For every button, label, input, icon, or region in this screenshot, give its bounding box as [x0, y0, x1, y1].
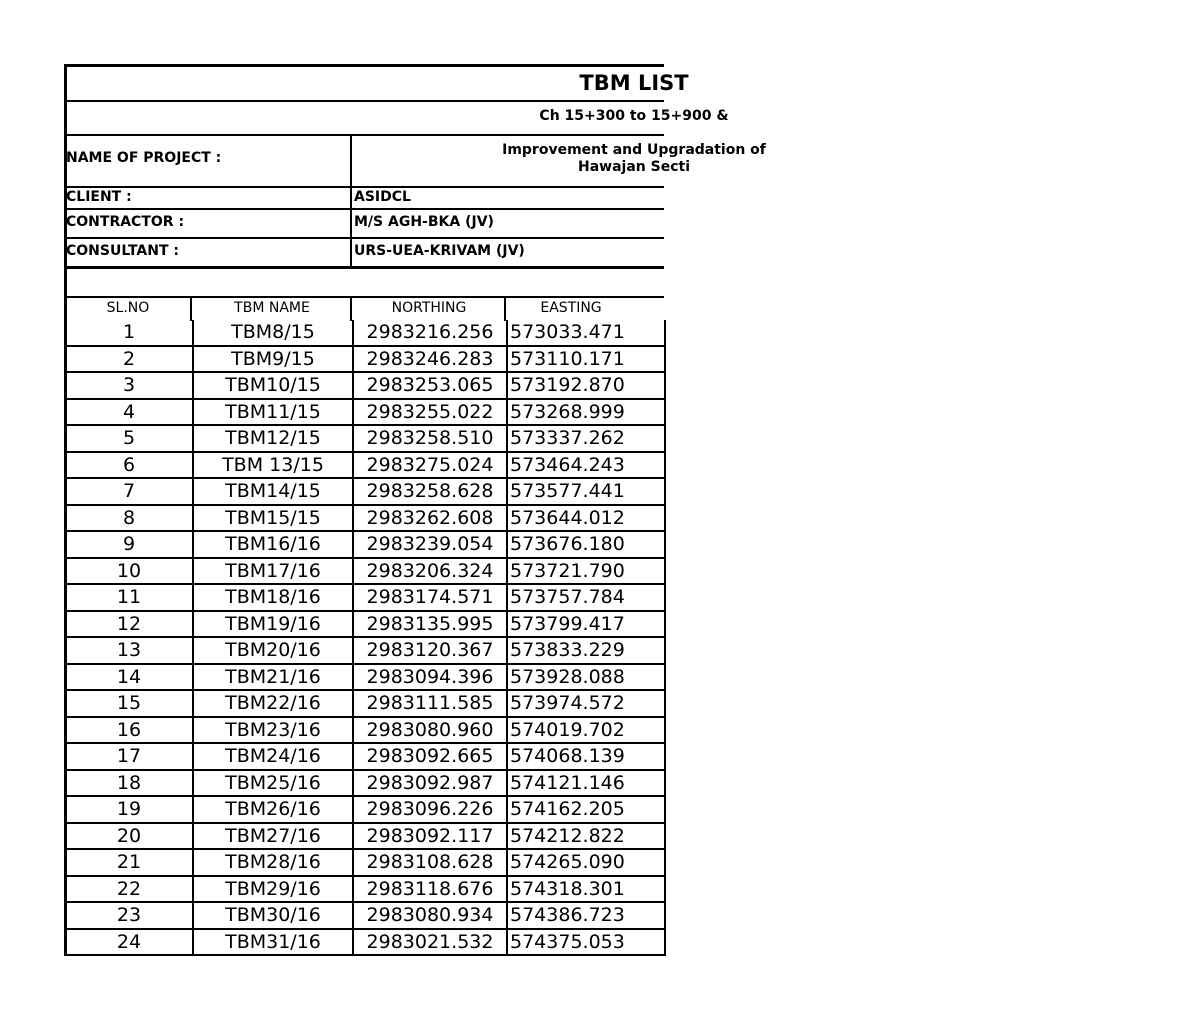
tbm-name-cell: TBM23/16: [193, 717, 353, 744]
sl-no-cell: 15: [65, 690, 193, 717]
sl-no-cell: 23: [65, 902, 193, 929]
northing-cell: 2983258.628: [353, 478, 507, 505]
northing-cell: 2983275.024: [353, 452, 507, 479]
contractor-value: M/S AGH-BKA (JV): [354, 214, 494, 230]
tbm-name-cell: TBM10/15: [193, 372, 353, 399]
northing-cell: 2983255.022: [353, 399, 507, 426]
sl-no-cell: 22: [65, 876, 193, 903]
northing-cell: 2983108.628: [353, 849, 507, 876]
header-sl-no: SL.NO: [106, 300, 150, 316]
sl-no-cell: 20: [65, 823, 193, 850]
tbm-name-cell: TBM20/16: [193, 637, 353, 664]
tbm-name-cell: TBM16/16: [193, 531, 353, 558]
table-row: [65, 531, 665, 558]
table-row: [65, 902, 665, 929]
easting-cell: 574265.090: [507, 849, 665, 876]
table-row: [65, 399, 665, 426]
project-value-line2: Hawajan Secti: [578, 159, 690, 175]
rule-client-bottom: [64, 208, 664, 210]
tbm-name-cell: TBM18/16: [193, 584, 353, 611]
rule-contractor-bottom: [64, 237, 664, 239]
northing-cell: 2983135.995: [353, 611, 507, 638]
table-row: [65, 452, 665, 479]
easting-cell: 573833.229: [507, 637, 665, 664]
northing-cell: 2983092.117: [353, 823, 507, 850]
tbm-name-cell: TBM31/16: [193, 929, 353, 956]
northing-cell: 2983120.367: [353, 637, 507, 664]
sl-no-cell: 14: [65, 664, 193, 691]
easting-cell: 574068.139: [507, 743, 665, 770]
tbm-list-sheet: [64, 64, 766, 956]
easting-cell: 574121.146: [507, 770, 665, 797]
sl-no-cell: 4: [65, 399, 193, 426]
tbm-name-cell: TBM27/16: [193, 823, 353, 850]
table-row: [65, 690, 665, 717]
sl-no-cell: 1: [65, 320, 193, 346]
table-row: [65, 796, 665, 823]
rule-project-bottom: [64, 186, 664, 188]
easting-cell: 573644.012: [507, 505, 665, 532]
table-row: [65, 584, 665, 611]
rule-title-bottom: [64, 100, 664, 102]
easting-cell: 573033.471: [507, 320, 665, 346]
northing-cell: 2983021.532: [353, 929, 507, 956]
table-row: [65, 743, 665, 770]
table-row: [65, 664, 665, 691]
table-row: [65, 876, 665, 903]
table-row: [65, 478, 665, 505]
northing-cell: 2983096.226: [353, 796, 507, 823]
sl-no-cell: 21: [65, 849, 193, 876]
table-row: [65, 505, 665, 532]
client-label: CLIENT :: [66, 189, 132, 205]
rule-subtitle-bottom: [64, 134, 664, 136]
northing-cell: 2983216.256: [353, 320, 507, 346]
easting-cell: 573268.999: [507, 399, 665, 426]
tbm-name-cell: TBM 13/15: [193, 452, 353, 479]
project-value-line1: Improvement and Upgradation of: [502, 142, 766, 158]
consultant-label: CONSULTANT :: [66, 243, 179, 259]
table-row: [65, 717, 665, 744]
northing-cell: 2983094.396: [353, 664, 507, 691]
easting-cell: 573676.180: [507, 531, 665, 558]
client-value: ASIDCL: [354, 189, 411, 205]
sl-no-cell: 24: [65, 929, 193, 956]
tbm-name-cell: TBM26/16: [193, 796, 353, 823]
rule-info-divider: [350, 134, 352, 268]
sl-no-cell: 18: [65, 770, 193, 797]
table-row: [65, 637, 665, 664]
northing-cell: 2983092.665: [353, 743, 507, 770]
tbm-name-cell: TBM24/16: [193, 743, 353, 770]
sl-no-cell: 17: [65, 743, 193, 770]
table-row: [65, 372, 665, 399]
sl-no-cell: 6: [65, 452, 193, 479]
sl-no-cell: 5: [65, 425, 193, 452]
northing-cell: 2983253.065: [353, 372, 507, 399]
northing-cell: 2983258.510: [353, 425, 507, 452]
easting-cell: 573799.417: [507, 611, 665, 638]
tbm-name-cell: TBM8/15: [193, 320, 353, 346]
northing-cell: 2983092.987: [353, 770, 507, 797]
tbm-name-cell: TBM19/16: [193, 611, 353, 638]
sheet-title: TBM LIST: [579, 71, 689, 95]
table-row: [65, 823, 665, 850]
easting-cell: 573974.572: [507, 690, 665, 717]
table-row: [65, 346, 665, 373]
sl-no-cell: 13: [65, 637, 193, 664]
table-row: [65, 611, 665, 638]
easting-cell: 573577.441: [507, 478, 665, 505]
northing-cell: 2983080.934: [353, 902, 507, 929]
northing-cell: 2983262.608: [353, 505, 507, 532]
tbm-name-cell: TBM21/16: [193, 664, 353, 691]
header-tbm-name: TBM NAME: [234, 300, 310, 316]
contractor-label: CONTRACTOR :: [66, 214, 185, 230]
easting-cell: 574386.723: [507, 902, 665, 929]
easting-cell: 574162.205: [507, 796, 665, 823]
header-northing: NORTHING: [391, 300, 467, 316]
tbm-name-cell: TBM15/15: [193, 505, 353, 532]
northing-cell: 2983246.283: [353, 346, 507, 373]
sl-no-cell: 8: [65, 505, 193, 532]
easting-cell: 574318.301: [507, 876, 665, 903]
sheet-subtitle: Ch 15+300 to 15+900 &: [539, 108, 729, 124]
sl-no-cell: 10: [65, 558, 193, 585]
sl-no-cell: 19: [65, 796, 193, 823]
easting-cell: 573464.243: [507, 452, 665, 479]
sl-no-cell: 16: [65, 717, 193, 744]
northing-cell: 2983239.054: [353, 531, 507, 558]
easting-cell: 573757.784: [507, 584, 665, 611]
northing-cell: 2983206.324: [353, 558, 507, 585]
northing-cell: 2983080.960: [353, 717, 507, 744]
easting-cell: 573337.262: [507, 425, 665, 452]
northing-cell: 2983118.676: [353, 876, 507, 903]
northing-cell: 2983174.571: [353, 584, 507, 611]
sl-no-cell: 2: [65, 346, 193, 373]
sl-no-cell: 3: [65, 372, 193, 399]
sl-no-cell: 11: [65, 584, 193, 611]
sl-no-cell: 12: [65, 611, 193, 638]
rule-consultant-bottom: [64, 266, 664, 269]
tbm-name-cell: TBM9/15: [193, 346, 353, 373]
tbm-name-cell: TBM12/15: [193, 425, 353, 452]
tbm-name-cell: TBM30/16: [193, 902, 353, 929]
table-row: [65, 849, 665, 876]
consultant-value: URS-UEA-KRIVAM (JV): [354, 243, 525, 259]
table-row: [65, 320, 665, 346]
easting-cell: 574212.822: [507, 823, 665, 850]
tbm-name-cell: TBM11/15: [193, 399, 353, 426]
tbm-name-cell: TBM28/16: [193, 849, 353, 876]
easting-cell: 573192.870: [507, 372, 665, 399]
tbm-name-cell: TBM25/16: [193, 770, 353, 797]
tbm-table: [64, 320, 666, 956]
table-row: [65, 558, 665, 585]
easting-cell: 574019.702: [507, 717, 665, 744]
easting-cell: 573928.088: [507, 664, 665, 691]
tbm-name-cell: TBM14/15: [193, 478, 353, 505]
easting-cell: 573721.790: [507, 558, 665, 585]
table-row: [65, 770, 665, 797]
tbm-name-cell: TBM17/16: [193, 558, 353, 585]
header-easting: EASTING: [540, 300, 602, 316]
table-row: [65, 425, 665, 452]
tbm-name-cell: TBM29/16: [193, 876, 353, 903]
sl-no-cell: 9: [65, 531, 193, 558]
northing-cell: 2983111.585: [353, 690, 507, 717]
easting-cell: 573110.171: [507, 346, 665, 373]
sl-no-cell: 7: [65, 478, 193, 505]
table-row: [65, 929, 665, 956]
easting-cell: 574375.053: [507, 929, 665, 956]
project-label: NAME OF PROJECT :: [66, 150, 222, 166]
tbm-name-cell: TBM22/16: [193, 690, 353, 717]
